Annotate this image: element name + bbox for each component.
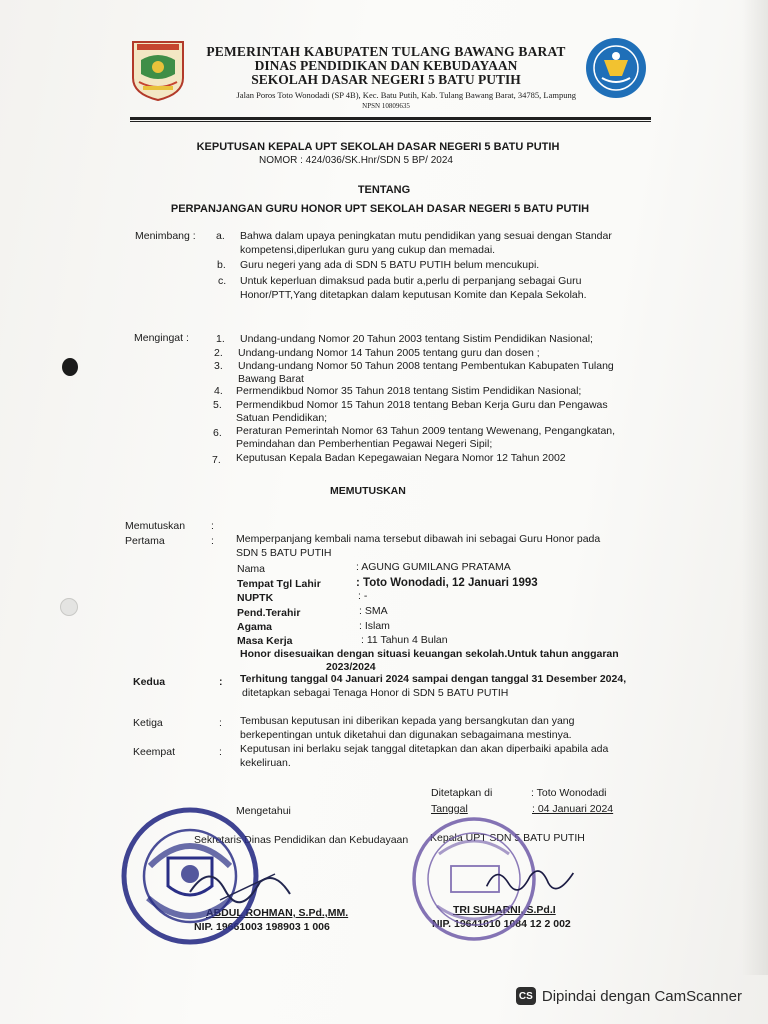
left-signer-nip: NIP. 19661003 198903 1 006 xyxy=(194,921,330,933)
right-signer-name: TRI SUHARNI, S.Pd.I xyxy=(453,904,556,916)
right-signer-nip: NIP. 19641010 1084 12 2 002 xyxy=(432,918,571,930)
mengingat-text: Permendikbud Nomor 15 Tahun 2018 tentang Beban Kerja Guru dan Pengawas xyxy=(236,399,608,411)
memutuskan-label: Memutuskan xyxy=(125,520,186,532)
tanggal-value: : 04 Januari 2024 xyxy=(532,803,614,815)
mengingat-text: Bawang Barat xyxy=(238,373,304,385)
letterhead-line2: DINAS PENDIDIKAN DAN KEBUDAYAAN xyxy=(254,58,518,73)
field-value: : Toto Wonodadi, 12 Januari 1993 xyxy=(356,577,538,589)
menimbang-text: Bahwa dalam upaya peningkatan mutu pendidikan yang sesuai dengan Standar xyxy=(240,230,612,242)
menimbang-label: Menimbang : xyxy=(135,230,196,242)
right-signature-icon xyxy=(470,858,590,908)
field-value: : SMA xyxy=(359,605,388,617)
field-label: Pend.Terahir xyxy=(237,607,301,619)
field-value: : - xyxy=(358,590,368,602)
field-value: : Islam xyxy=(359,620,390,632)
camscanner-logo-icon: CS xyxy=(516,987,536,1005)
mengingat-marker: 3. xyxy=(214,360,223,372)
mengingat-marker: 7. xyxy=(212,454,221,466)
pertama-text: Memperpanjang kembali nama tersebut dibawah ini sebagai Guru Honor pada xyxy=(236,533,601,545)
menimbang-marker: c. xyxy=(218,275,227,287)
ditetapkan-label: Ditetapkan di xyxy=(431,787,493,799)
camscanner-label: Dipindai dengan CamScanner xyxy=(541,987,742,1005)
menimbang-text: Honor/PTT,Yang ditetapkan dalam keputusan Komite dan Kepala Sekolah. xyxy=(240,289,587,301)
punch-hole xyxy=(60,598,78,616)
tentang-heading: TENTANG xyxy=(357,184,411,196)
field-label: NUPTK xyxy=(237,592,274,604)
kedua-text: Terhitung tanggal 04 Januari 2024 sampai dengan tanggal 31 Desember 2024, xyxy=(240,673,627,685)
tut-wuri-handayani-logo-icon xyxy=(584,36,648,100)
field-label: Nama xyxy=(237,563,266,575)
decree-number: NOMOR : 424/036/SK.Hnr/SDN 5 BP/ 2024 xyxy=(259,155,453,166)
memutuskan-colon: : xyxy=(211,520,214,532)
memutuskan-heading: MEMUTUSKAN xyxy=(330,485,406,497)
mengingat-marker: 4. xyxy=(214,385,223,397)
mengingat-text: Permendikbud Nomor 35 Tahun 2018 tentang Sistim Pendidikan Nasional; xyxy=(236,385,582,397)
decree-title: KEPUTUSAN KEPALA UPT SEKOLAH DASAR NEGERI 5 BATU PUTIH xyxy=(196,141,560,153)
letterhead-rule-thin xyxy=(130,121,651,122)
ketiga-text: berkepentingan untuk diketahui dan digunakan sebagaimana mestinya. xyxy=(240,729,572,741)
decree-subject: PERPANJANGAN GURU HONOR UPT SEKOLAH DASAR NEGERI 5 BATU PUTIH xyxy=(170,203,590,215)
ketiga-text: Tembusan keputusan ini diberikan kepada yang bersangkutan dan yang xyxy=(240,715,575,727)
ditetapkan-value: : Toto Wonodadi xyxy=(531,787,607,799)
camscanner-watermark xyxy=(516,984,742,1008)
mengingat-marker: 5. xyxy=(213,399,222,411)
mengingat-text: Undang-undang Nomor 50 Tahun 2008 tentang Pembentukan Kabupaten Tulang xyxy=(238,360,614,372)
field-label: Masa Kerja xyxy=(237,635,293,647)
letterhead-address: Jalan Poros Toto Wonodadi (SP 4B), Kec. Batu Putih, Kab. Tulang Bawang Barat, 34785, Lampung xyxy=(236,90,576,100)
menimbang-text: Guru negeri yang ada di SDN 5 BATU PUTIH belum mencukupi. xyxy=(240,259,540,271)
letterhead-npsn: NPSN 10809635 xyxy=(362,102,410,110)
letterhead-rule xyxy=(130,117,651,120)
keempat-text: kekeliruan. xyxy=(240,757,291,769)
mengingat-label: Mengingat : xyxy=(134,332,189,344)
mengingat-text: Peraturan Pemerintah Nomor 63 Tahun 2009 tentang Wewenang, Pengangkatan, xyxy=(236,425,616,437)
kedua-text: ditetapkan sebagai Tenaga Honor di SDN 5 BATU PUTIH xyxy=(242,687,509,699)
left-signer-role: Sekretaris Dinas Pendidikan dan Kebudayaan xyxy=(194,834,409,846)
menimbang-marker: b. xyxy=(217,259,226,271)
pertama-text: SDN 5 BATU PUTIH xyxy=(236,547,332,559)
mengingat-text: Pemindahan dan Pemberhentian Pegawai Negeri Sipil; xyxy=(236,438,493,450)
honor-text: 2023/2024 xyxy=(326,661,376,673)
mengingat-marker: 6. xyxy=(213,427,222,439)
keempat-text: Keputusan ini berlaku sejak tanggal ditetapkan dan akan diperbaiki apabila ada xyxy=(240,743,609,755)
menimbang-marker: a. xyxy=(216,230,225,242)
right-signer-role: Kepala UPT SDN 5 BATU PUTIH xyxy=(430,832,585,844)
mengingat-text: Undang-undang Nomor 20 Tahun 2003 tentang Sistim Pendidikan Nasional; xyxy=(240,333,593,345)
punch-hole xyxy=(62,358,78,376)
field-label: Agama xyxy=(237,621,273,633)
left-signature-icon xyxy=(180,852,300,912)
kedua-colon: : xyxy=(219,676,223,688)
ketiga-colon: : xyxy=(219,717,222,729)
letterhead-line3: SEKOLAH DASAR NEGERI 5 BATU PUTIH xyxy=(251,72,521,87)
menimbang-text: kompetensi,diperlukan guru yang cukup dan memadai. xyxy=(240,244,496,256)
keempat-colon: : xyxy=(219,746,222,758)
honor-text: Honor disesuaikan dengan situasi keuangan sekolah.Untuk tahun anggaran xyxy=(240,648,619,660)
mengingat-text: Keputusan Kepala Badan Kepegawaian Negara Nomor 12 Tahun 2002 xyxy=(236,452,566,464)
mengingat-marker: 2. xyxy=(214,347,223,359)
field-value: : AGUNG GUMILANG PRATAMA xyxy=(356,561,511,573)
left-signer-name: ABDUL ROHMAN, S.Pd.,MM. xyxy=(206,907,349,919)
keempat-label: Keempat xyxy=(133,746,176,758)
field-value: : 11 Tahun 4 Bulan xyxy=(361,634,448,646)
mengetahui-label: Mengetahui xyxy=(236,805,291,817)
kedua-label: Kedua xyxy=(133,676,166,688)
kabupaten-logo-icon xyxy=(127,38,189,102)
field-label: Tempat Tgl Lahir xyxy=(237,578,321,590)
mengingat-marker: 1. xyxy=(216,333,225,345)
mengingat-text: Undang-undang Nomor 14 Tahun 2005 tentang guru dan dosen ; xyxy=(238,347,540,359)
pertama-colon: : xyxy=(211,535,214,547)
menimbang-text: Untuk keperluan dimaksud pada butir a,perlu di perpanjang sebagai Guru xyxy=(240,275,582,287)
letterhead-line1: PEMERINTAH KABUPATEN TULANG BAWANG BARAT xyxy=(206,44,566,59)
ketiga-label: Ketiga xyxy=(133,717,163,729)
letterhead xyxy=(196,45,576,111)
mengingat-text: Satuan Pendidikan; xyxy=(236,412,328,424)
tanggal-label: Tanggal xyxy=(431,803,468,815)
pertama-label: Pertama xyxy=(125,535,165,547)
